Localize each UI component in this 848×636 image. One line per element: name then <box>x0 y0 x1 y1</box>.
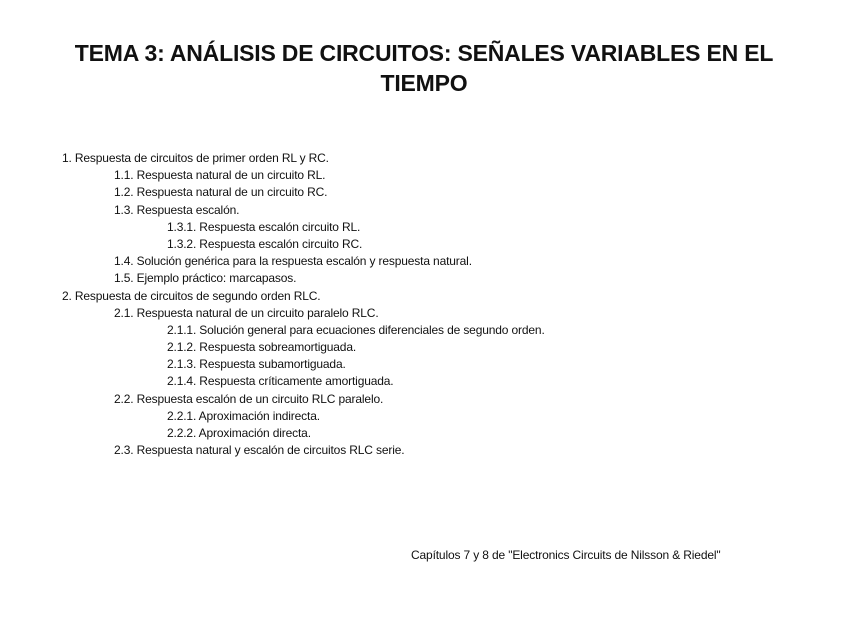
toc-item: 2.2. Respuesta escalón de un circuito RLC paralelo. <box>114 391 384 406</box>
toc-item: 2.1.3. Respuesta subamortiguada. <box>167 357 346 372</box>
toc-item: 2.1.2. Respuesta sobreamortiguada. <box>167 340 357 355</box>
reference-note: Capítulos 7 y 8 de "Electronics Circuits de Nilsson & Riedel" <box>411 548 721 562</box>
toc-item: 2. Respuesta de circuitos de segundo orden RLC. <box>62 288 321 303</box>
toc-item: 2.2.1. Aproximación indirecta. <box>167 408 320 423</box>
toc-item: 1.3.1. Respuesta escalón circuito RL. <box>167 219 361 234</box>
toc-item: 1.1. Respuesta natural de un circuito RL. <box>114 168 326 183</box>
toc-item: 1.5. Ejemplo práctico: marcapasos. <box>114 271 297 286</box>
toc-item: 2.1.1. Solución general para ecuaciones diferenciales de segundo orden. <box>167 322 545 337</box>
table-of-contents <box>60 150 545 459</box>
toc-item: 2.1. Respuesta natural de un circuito paralelo RLC. <box>114 305 379 320</box>
toc-item: 1.3. Respuesta escalón. <box>114 202 240 217</box>
toc-item: 1.3.2. Respuesta escalón circuito RC. <box>167 236 363 251</box>
toc-item: 1.2. Respuesta natural de un circuito RC. <box>114 185 328 200</box>
toc-item: 1. Respuesta de circuitos de primer orden RL y RC. <box>62 151 329 165</box>
toc-item: 2.2.2. Aproximación directa. <box>167 426 311 440</box>
toc-item: 2.1.4. Respuesta críticamente amortiguada. <box>167 374 394 389</box>
toc-item: 1.4. Solución genérica para la respuesta escalón y respuesta natural. <box>114 254 472 269</box>
page-title: TEMA 3: ANÁLISIS DE CIRCUITOS: SEÑALES VARIABLES EN EL TIEMPO <box>74 40 774 96</box>
toc-item: 2.3. Respuesta natural y escalón de circuitos RLC serie. <box>114 443 405 458</box>
